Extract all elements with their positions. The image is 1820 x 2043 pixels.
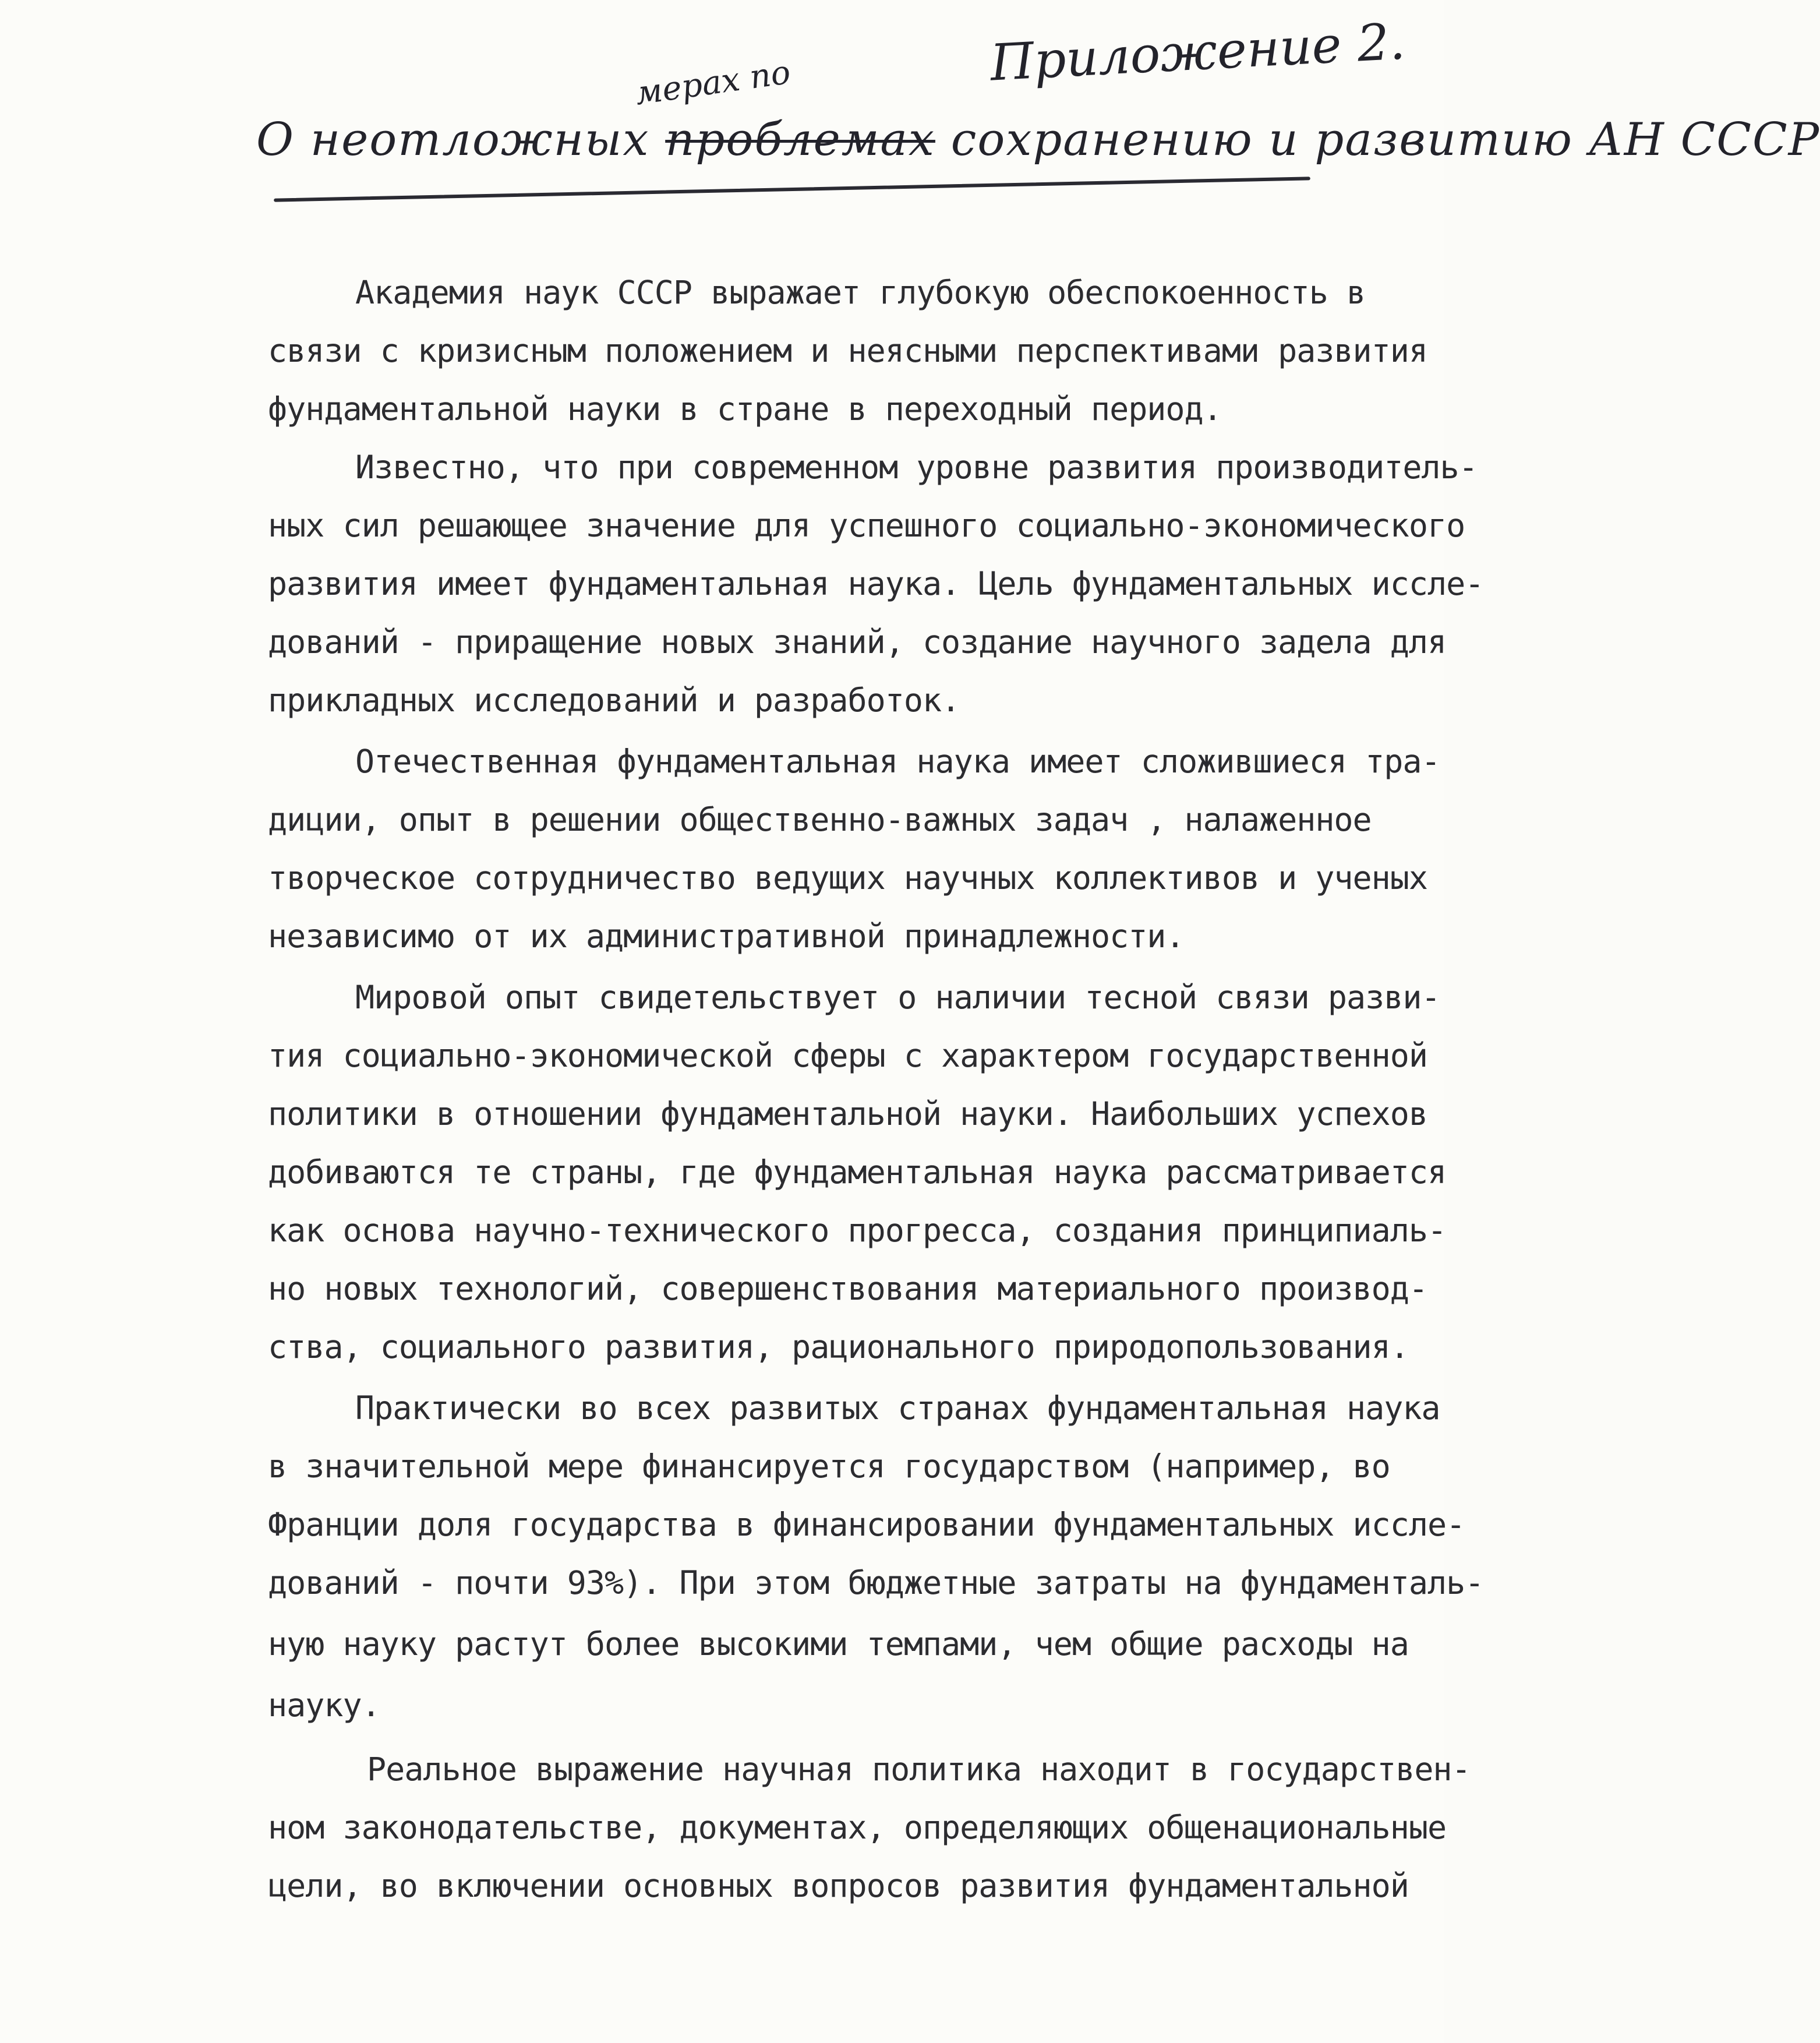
text-line: связи с кризисным положением и неясными перспективами развития bbox=[268, 332, 1427, 369]
text-line: в значительной мере финансируется государством (например, во bbox=[268, 1448, 1390, 1485]
text-line: независимо от их административной принадлежности. bbox=[268, 918, 1185, 955]
text-line: как основа научно-технического прогресса, создания принципиаль- bbox=[268, 1212, 1447, 1249]
title-start: О неотложных bbox=[256, 114, 650, 166]
text-line: ства, социального развития, рационального природопользования. bbox=[268, 1328, 1409, 1365]
text-line: Известно, что при современном уровне развития производитель- bbox=[355, 449, 1478, 486]
text-line: ных сил решающее значение для успешного социально-экономического bbox=[268, 507, 1465, 544]
text-line: тия социально-экономической сферы с характером государственной bbox=[268, 1037, 1427, 1074]
title-end: сохранению и развитию АН СССР bbox=[950, 114, 1820, 166]
title-struck-word: проблемах bbox=[665, 114, 935, 166]
text-line: политики в отношении фундаментальной науки. Наибольших успехов bbox=[268, 1095, 1427, 1132]
text-line: Мировой опыт свидетельствует о наличии тесной связи разви- bbox=[355, 979, 1440, 1016]
text-line: Отечественная фундаментальная наука имеет сложившиеся тра- bbox=[355, 743, 1440, 780]
handwritten-margin-note: Приложение 2. bbox=[988, 12, 1407, 93]
text-line: но новых технологий, совершенствования материального производ- bbox=[268, 1270, 1427, 1307]
handwritten-title-insert: мерах по bbox=[632, 53, 793, 113]
text-line: творческое сотрудничество ведущих научных коллективов и ученых bbox=[268, 859, 1427, 897]
text-line: Практически во всех развитых странах фундаментальная наука bbox=[355, 1389, 1440, 1427]
text-line: фундаментальной науки в стране в переходный период. bbox=[268, 390, 1222, 428]
text-line: дований - почти 93%). При этом бюджетные затраты на фундаменталь- bbox=[268, 1564, 1484, 1601]
text-line: Академия наук СССР выражает глубокую обеспокоенность в bbox=[355, 274, 1366, 311]
handwritten-title bbox=[256, 114, 1820, 166]
text-line: развития имеет фундаментальная наука. Цель фундаментальных иссле- bbox=[268, 565, 1484, 602]
text-line: дований - приращение новых знаний, создание научного задела для bbox=[268, 623, 1447, 661]
text-line: добиваются те страны, где фундаментальная наука рассматривается bbox=[268, 1153, 1447, 1191]
text-line: Реальное выражение научная политика находит в государствен- bbox=[367, 1751, 1471, 1788]
text-line: прикладных исследований и разработок. bbox=[268, 682, 960, 719]
text-line: ную науку растут более высокими темпами, чем общие расходы на bbox=[268, 1625, 1409, 1663]
text-line: диции, опыт в решении общественно-важных задач , налаженное bbox=[268, 801, 1372, 838]
text-line: ном законодательстве, документах, определяющих общенациональные bbox=[268, 1809, 1447, 1846]
title-underline bbox=[274, 177, 1310, 202]
text-line: цели, во включении основных вопросов развития фундаментальной bbox=[268, 1867, 1409, 1904]
text-line: Франции доля государства в финансировании фундаментальных иссле- bbox=[268, 1506, 1465, 1543]
text-line: науку. bbox=[268, 1686, 380, 1724]
